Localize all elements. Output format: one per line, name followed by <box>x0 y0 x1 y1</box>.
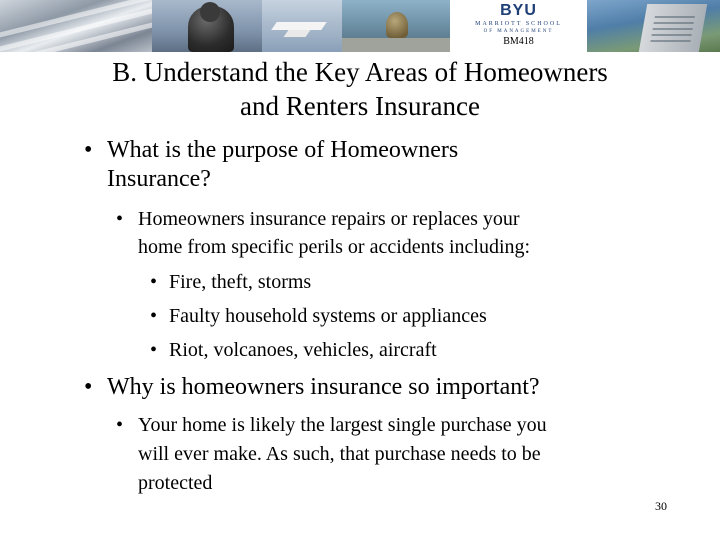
bullet-answer-importance <box>116 411 706 498</box>
answer-text-line-2: will ever make. As such, that purchase needs to be <box>138 443 541 465</box>
bullet-dot: • <box>116 414 124 436</box>
page-number: 30 <box>655 499 667 513</box>
bullet-question-importance <box>84 373 704 402</box>
banner-photo-building <box>587 0 720 52</box>
question-text-line-1: Why is homeowners insurance so important? <box>107 374 540 400</box>
peril-item <box>150 265 710 299</box>
bullet-dot: • <box>84 137 93 163</box>
peril-text: Faulty household systems or appliances <box>169 305 487 327</box>
question-text-line-1: What is the purpose of Homeowners <box>107 137 459 163</box>
byu-logo <box>450 0 587 52</box>
course-code: BM418 <box>503 36 534 47</box>
header-banner <box>0 0 720 52</box>
peril-text: Riot, volcanoes, vehicles, aircraft <box>169 339 437 361</box>
bullet-dot: • <box>84 374 93 400</box>
bullet-dot: • <box>116 208 124 230</box>
peril-item <box>150 299 710 333</box>
logo-management: OF MANAGEMENT <box>483 29 554 34</box>
banner-photo-sky <box>262 0 342 52</box>
bullet-dot: • <box>150 271 158 293</box>
bullet-question-purpose <box>84 136 704 194</box>
title-line-1: B. Understand the Key Areas of Homeowners <box>112 57 608 87</box>
peril-list <box>150 265 710 367</box>
answer-text-line-1: Your home is likely the largest single purchase you <box>138 414 547 436</box>
logo-wordmark: BYU <box>500 2 537 19</box>
bullet-dot: • <box>150 305 158 327</box>
slide-title <box>0 55 720 123</box>
banner-photo-bell <box>342 0 450 52</box>
peril-text: Fire, theft, storms <box>169 271 312 293</box>
peril-item <box>150 333 710 367</box>
banner-photo-statue <box>152 0 262 52</box>
answer-text-line-2: home from specific perils or accidents including: <box>138 236 531 258</box>
answer-text-line-3: protected <box>138 472 213 494</box>
logo-school: MARRIOTT SCHOOL <box>475 21 562 27</box>
bullet-answer-purpose <box>116 205 706 261</box>
bullet-dot: • <box>150 339 158 361</box>
banner-photo-metal <box>0 0 152 52</box>
question-text-line-2: Insurance? <box>107 166 211 192</box>
answer-text-line-1: Homeowners insurance repairs or replaces your <box>138 208 520 230</box>
title-line-2: and Renters Insurance <box>240 91 480 121</box>
